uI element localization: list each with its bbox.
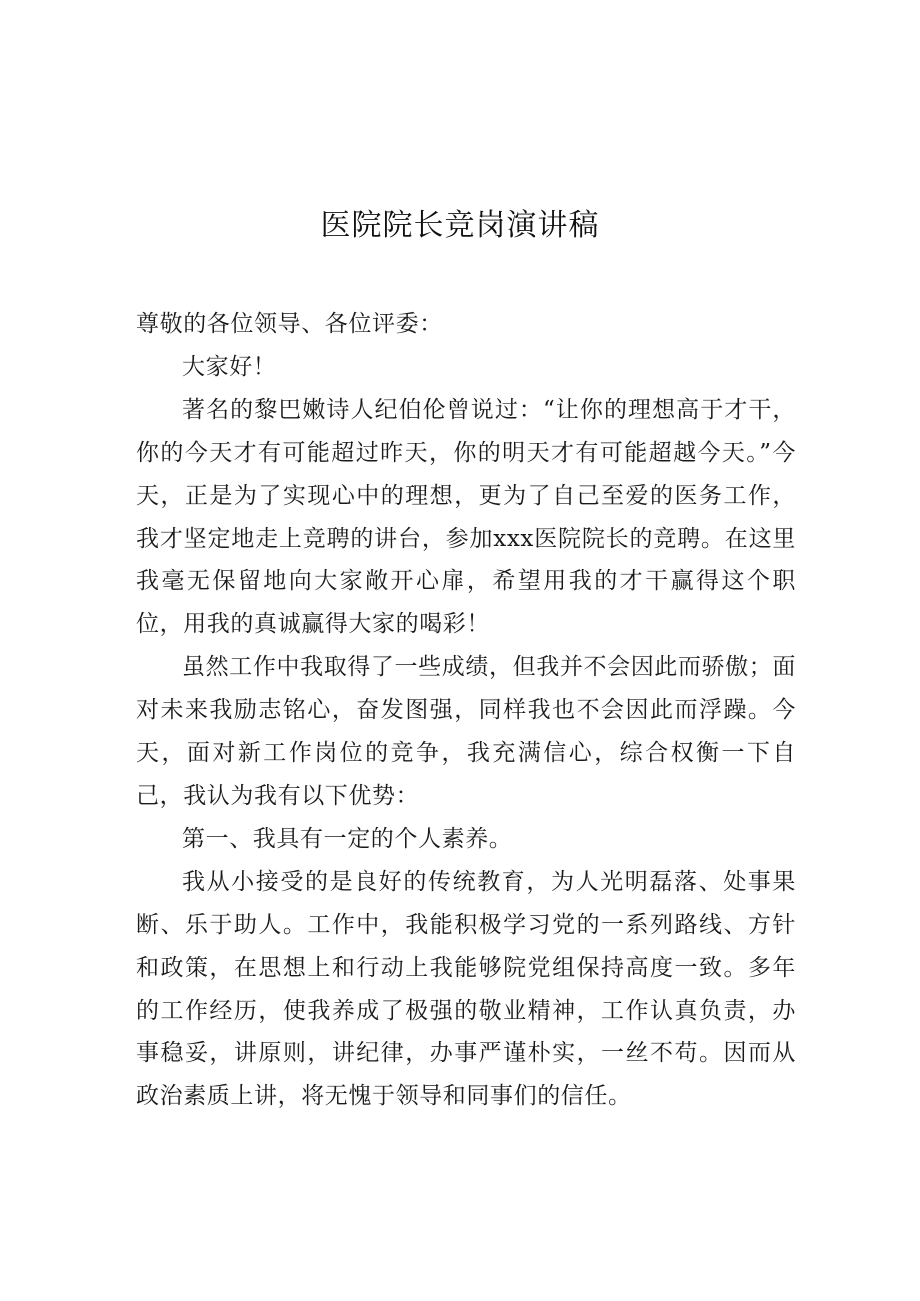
document-body: [136, 303, 796, 1118]
document-title: 医院院长竞岗演讲稿: [320, 208, 600, 243]
paragraph-confidence: 虽然工作中我取得了一些成绩，但我并不会因此而骄傲；面对未来我励志铭心，奋发图强，同样我也不会因此而浮躁。今天，面对新工作岗位的竞争，我充满信心，综合权衡一下自己，我认为我有以下优势：: [136, 654, 796, 809]
paragraph-quote: 著名的黎巴嫩诗人纪伯伦曾说过：“让你的理想高于才干，你的今天才有可能超过昨天，你的明天才有可能超越今天。”今天，正是为了实现心中的理想，更为了自己至爱的医务工作，我才坚定地走上竞聘的讲台，参加xxx医院院长的竞聘。在这里我毫无保留地向大家敞开心扉，希望用我的才干赢得这个职位，用我的真诚赢得大家的喝彩！: [136, 396, 796, 638]
paragraph-greeting: 大家好！: [182, 353, 277, 380]
paragraph-point-one-heading: 第一、我具有一定的个人素养。: [182, 825, 513, 852]
salutation: 尊敬的各位领导、各位评委：: [136, 311, 443, 337]
paragraph-point-one-body: 我从小接受的是良好的传统教育，为人光明磊落、处事果断、乐于助人。工作中，我能积极学习党的一系列路线、方针和政策，在思想上和行动上我能够院党组保持高度一致。多年的工作经历，使我养成了极强的敬业精神，工作认真负责，办事稳妥，讲原则，讲纪律，办事严谨朴实，一丝不苟。因而从政治素质上讲，将无愧于领导和同事们的信任。: [136, 868, 796, 1110]
